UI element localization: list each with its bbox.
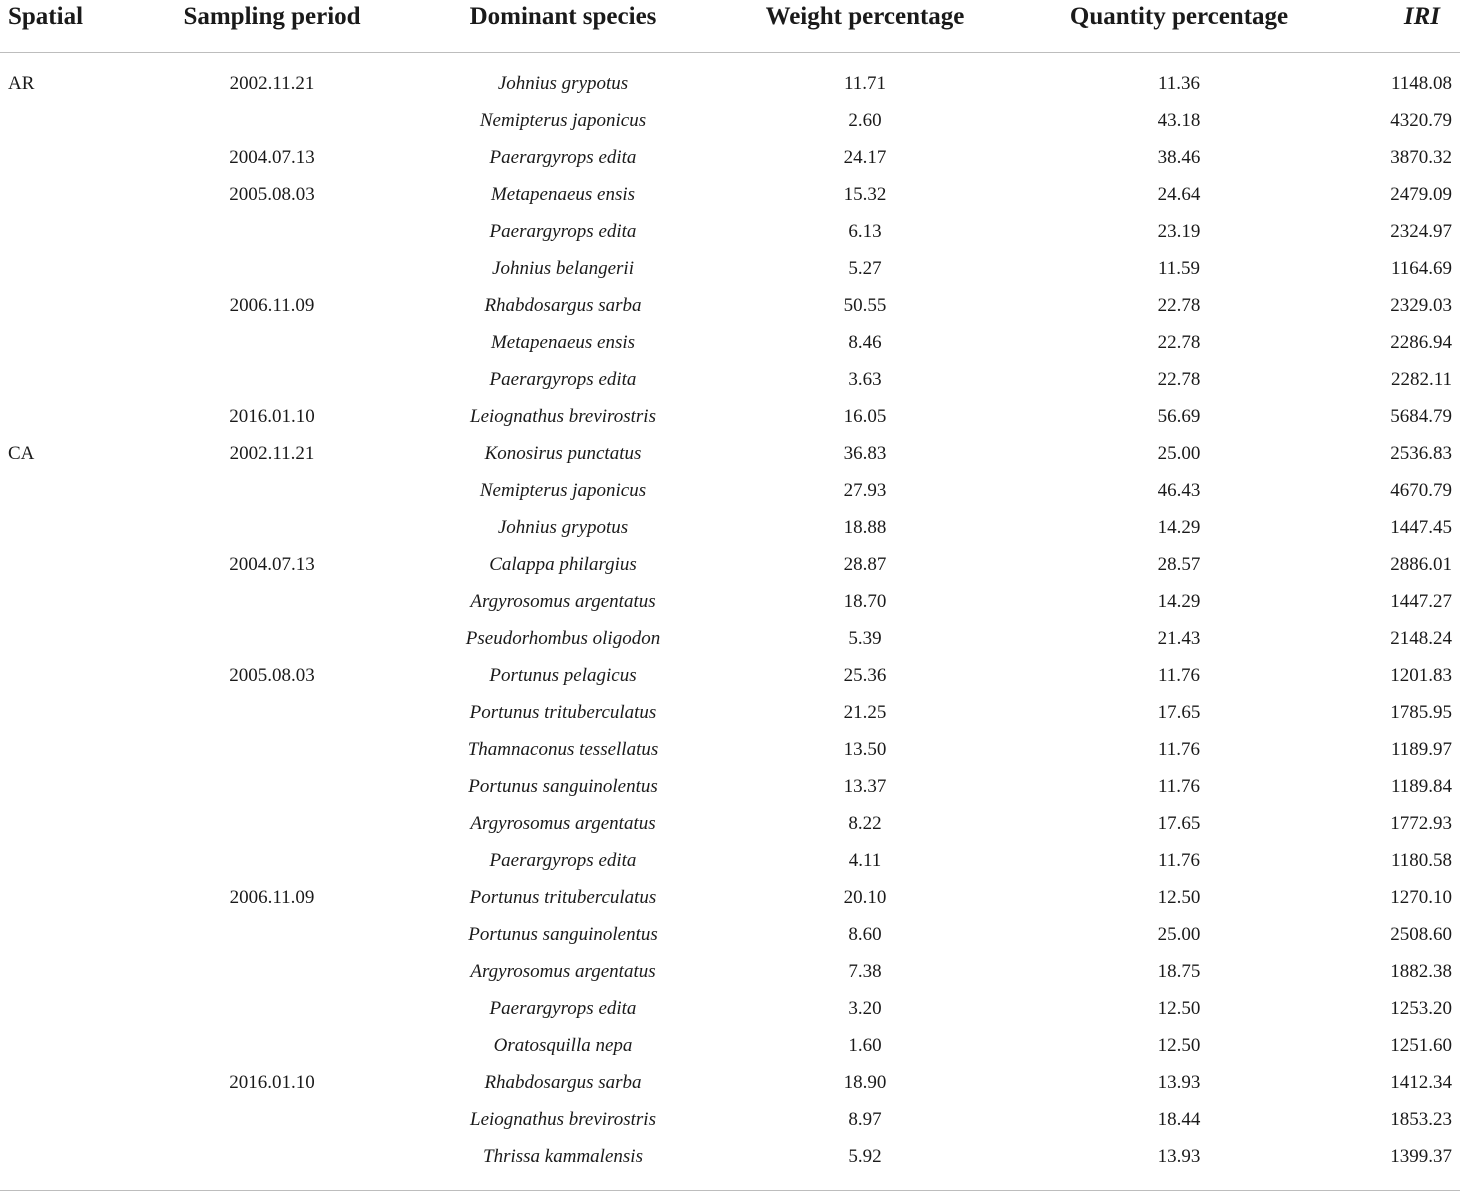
cell-sampling-period: 2004.07.13 [229,147,315,168]
cell-quantity-percentage: 17.65 [1157,813,1201,834]
table-row [0,312,1460,353]
cell-weight-percentage: 13.37 [843,776,887,797]
table-row [0,127,1460,168]
cell-quantity-percentage: 11.59 [1157,258,1201,279]
cell-dominant-species: Paerargyrops edita [489,369,637,390]
cell-quantity-percentage: 22.78 [1157,332,1201,353]
cell-iri: 1189.97 [1390,739,1452,760]
cell-quantity-percentage: 18.44 [1157,1109,1201,1130]
cell-weight-percentage: 5.92 [848,1146,882,1167]
cell-quantity-percentage: 14.29 [1157,517,1201,538]
cell-weight-percentage: 18.88 [843,517,887,538]
cell-dominant-species: Portunus sanguinolentus [468,924,658,945]
cell-iri: 1882.38 [1390,961,1452,982]
cell-weight-percentage: 18.90 [843,1072,887,1093]
table-row [0,386,1460,427]
table-row [0,1126,1460,1167]
cell-weight-percentage: 36.83 [843,443,887,464]
cell-dominant-species: Konosirus punctatus [484,443,642,464]
cell-dominant-species: Nemipterus japonicus [479,480,647,501]
cell-quantity-percentage: 11.76 [1157,850,1201,871]
cell-weight-percentage: 7.38 [848,961,882,982]
cell-weight-percentage: 3.63 [848,369,882,390]
cell-dominant-species: Portunus sanguinolentus [468,776,658,797]
cell-iri: 1412.34 [1390,1072,1452,1093]
cell-iri: 1164.69 [1390,258,1452,279]
cell-quantity-percentage: 38.46 [1157,147,1201,168]
table-body [0,53,1460,1167]
cell-weight-percentage: 13.50 [843,739,887,760]
cell-weight-percentage: 27.93 [843,480,887,501]
cell-sampling-period: 2006.11.09 [229,295,315,316]
table-row [0,53,1460,94]
cell-dominant-species: Paerargyrops edita [489,850,637,871]
cell-weight-percentage: 1.60 [848,1035,882,1056]
cell-dominant-species: Oratosquilla nepa [493,1035,633,1056]
cell-weight-percentage: 6.13 [848,221,882,242]
cell-quantity-percentage: 46.43 [1157,480,1201,501]
table-row [0,1015,1460,1056]
cell-dominant-species: Rhabdosargus sarba [484,295,642,316]
cell-dominant-species: Argyrosomus argentatus [470,591,656,612]
cell-iri: 5684.79 [1390,406,1452,427]
cell-dominant-species: Metapenaeus ensis [490,332,636,353]
cell-dominant-species: Leiognathus brevirostris [470,1109,656,1130]
cell-sampling-period: 2002.11.21 [229,443,315,464]
cell-iri: 2148.24 [1390,628,1452,649]
header-dominant-species: Dominant species [469,3,657,30]
cell-iri: 1148.08 [1390,73,1452,94]
cell-iri: 1270.10 [1390,887,1452,908]
cell-quantity-percentage: 18.75 [1157,961,1201,982]
table-row [0,941,1460,982]
cell-quantity-percentage: 43.18 [1157,110,1201,131]
cell-quantity-percentage: 13.93 [1157,1146,1201,1167]
cell-quantity-percentage: 23.19 [1157,221,1201,242]
cell-quantity-percentage: 21.43 [1157,628,1201,649]
table-row [0,164,1460,205]
table-row [0,90,1460,131]
header-weight-percentage: Weight percentage [765,3,965,30]
cell-iri: 2508.60 [1390,924,1452,945]
cell-dominant-species: Thrissa kammalensis [483,1146,643,1167]
table-header-row [0,0,1460,53]
header-quantity-percentage: Quantity percentage [1069,3,1289,30]
table-row [0,682,1460,723]
cell-dominant-species: Johnius belangerii [492,258,634,279]
cell-sampling-period: 2002.11.21 [229,73,315,94]
table-row [0,423,1460,464]
header-iri: IRI [1403,3,1440,30]
cell-quantity-percentage: 12.50 [1157,1035,1201,1056]
table-row [0,497,1460,538]
cell-quantity-percentage: 56.69 [1157,406,1201,427]
cell-quantity-percentage: 11.76 [1157,739,1201,760]
cell-sampling-period: 2005.08.03 [229,184,315,205]
cell-quantity-percentage: 22.78 [1157,295,1201,316]
cell-dominant-species: Argyrosomus argentatus [470,813,656,834]
cell-weight-percentage: 16.05 [843,406,887,427]
cell-quantity-percentage: 25.00 [1157,924,1201,945]
cell-quantity-percentage: 12.50 [1157,998,1201,1019]
cell-iri: 1189.84 [1390,776,1452,797]
cell-spatial: AR [8,73,35,94]
cell-dominant-species: Paerargyrops edita [489,998,637,1019]
cell-iri: 3870.32 [1390,147,1452,168]
cell-dominant-species: Portunus pelagicus [489,665,637,686]
cell-quantity-percentage: 14.29 [1157,591,1201,612]
cell-sampling-period: 2016.01.10 [229,406,315,427]
cell-iri: 2286.94 [1390,332,1452,353]
table-bottom-rule [0,1190,1460,1191]
cell-sampling-period: 2016.01.10 [229,1072,315,1093]
cell-iri: 4670.79 [1390,480,1452,501]
cell-iri: 1253.20 [1390,998,1452,1019]
table-row [0,867,1460,908]
cell-sampling-period: 2005.08.03 [229,665,315,686]
cell-quantity-percentage: 28.57 [1157,554,1201,575]
cell-quantity-percentage: 11.36 [1157,73,1201,94]
cell-sampling-period: 2006.11.09 [229,887,315,908]
cell-dominant-species: Johnius grypotus [497,73,629,94]
cell-iri: 2282.11 [1390,369,1452,390]
cell-sampling-period: 2004.07.13 [229,554,315,575]
cell-weight-percentage: 5.27 [848,258,882,279]
cell-iri: 1447.45 [1390,517,1452,538]
cell-weight-percentage: 8.22 [848,813,882,834]
cell-quantity-percentage: 25.00 [1157,443,1201,464]
cell-weight-percentage: 18.70 [843,591,887,612]
table-row [0,793,1460,834]
table-row [0,978,1460,1019]
header-sampling-period: Sampling period [183,3,361,30]
cell-iri: 2324.97 [1390,221,1452,242]
cell-quantity-percentage: 17.65 [1157,702,1201,723]
cell-dominant-species: Metapenaeus ensis [490,184,636,205]
cell-quantity-percentage: 13.93 [1157,1072,1201,1093]
cell-quantity-percentage: 22.78 [1157,369,1201,390]
cell-dominant-species: Paerargyrops edita [489,147,637,168]
cell-iri: 1772.93 [1390,813,1452,834]
cell-iri: 1447.27 [1390,591,1452,612]
table-row [0,645,1460,686]
table-row [0,460,1460,501]
cell-dominant-species: Argyrosomus argentatus [470,961,656,982]
cell-dominant-species: Rhabdosargus sarba [484,1072,642,1093]
cell-quantity-percentage: 11.76 [1157,665,1201,686]
table-row [0,349,1460,390]
header-spatial: Spatial [8,3,84,30]
cell-weight-percentage: 15.32 [843,184,887,205]
cell-iri: 1399.37 [1390,1146,1452,1167]
cell-weight-percentage: 8.60 [848,924,882,945]
cell-weight-percentage: 24.17 [843,147,887,168]
table-row [0,201,1460,242]
cell-dominant-species: Portunus trituberculatus [469,702,657,723]
cell-dominant-species: Nemipterus japonicus [479,110,647,131]
cell-quantity-percentage: 24.64 [1157,184,1201,205]
cell-quantity-percentage: 12.50 [1157,887,1201,908]
cell-spatial: CA [8,443,35,464]
cell-dominant-species: Portunus trituberculatus [469,887,657,908]
table-row [0,830,1460,871]
cell-iri: 2886.01 [1390,554,1452,575]
cell-weight-percentage: 2.60 [848,110,882,131]
cell-weight-percentage: 50.55 [843,295,887,316]
cell-weight-percentage: 8.97 [848,1109,882,1130]
cell-dominant-species: Leiognathus brevirostris [470,406,656,427]
cell-dominant-species: Calappa philargius [489,554,637,575]
cell-iri: 2479.09 [1390,184,1452,205]
table-row [0,756,1460,797]
cell-iri: 2536.83 [1390,443,1452,464]
cell-iri: 1251.60 [1390,1035,1452,1056]
cell-iri: 1853.23 [1390,1109,1452,1130]
table-row [0,534,1460,575]
table-row [0,275,1460,316]
cell-weight-percentage: 3.20 [848,998,882,1019]
cell-weight-percentage: 28.87 [843,554,887,575]
cell-dominant-species: Thamnaconus tessellatus [467,739,659,760]
table-row [0,571,1460,612]
table-row [0,904,1460,945]
cell-iri: 1201.83 [1390,665,1452,686]
cell-weight-percentage: 11.71 [843,73,887,94]
cell-dominant-species: Pseudorhombus oligodon [465,628,661,649]
table-row [0,238,1460,279]
table-row [0,1089,1460,1130]
cell-iri: 2329.03 [1390,295,1452,316]
cell-weight-percentage: 20.10 [843,887,887,908]
table-row [0,1052,1460,1093]
cell-iri: 1785.95 [1390,702,1452,723]
cell-weight-percentage: 21.25 [843,702,887,723]
cell-weight-percentage: 4.11 [848,850,882,871]
cell-dominant-species: Johnius grypotus [497,517,629,538]
cell-quantity-percentage: 11.76 [1157,776,1201,797]
cell-weight-percentage: 5.39 [848,628,882,649]
cell-weight-percentage: 8.46 [848,332,882,353]
cell-iri: 1180.58 [1390,850,1452,871]
table-row [0,608,1460,649]
cell-dominant-species: Paerargyrops edita [489,221,637,242]
table-row [0,719,1460,760]
cell-weight-percentage: 25.36 [843,665,887,686]
cell-iri: 4320.79 [1390,110,1452,131]
